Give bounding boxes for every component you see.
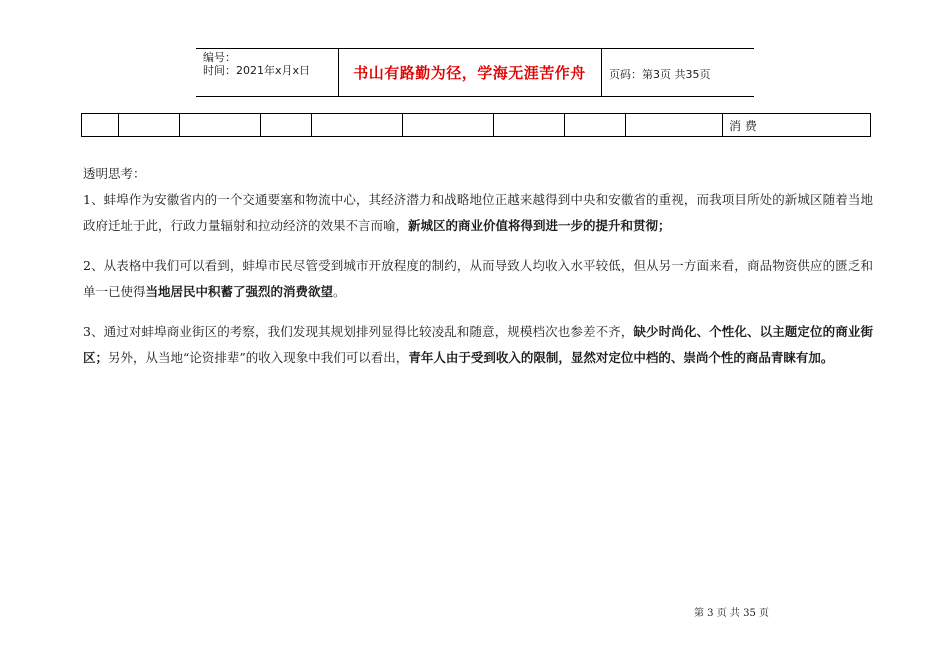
- emphasis-text: 新城区的商业价值将得到进一步的提升和贯彻；: [408, 218, 671, 233]
- table-cell: [494, 114, 565, 137]
- paragraph-3: [83, 319, 873, 371]
- paragraph-2: [83, 253, 873, 305]
- header-meta: [203, 51, 310, 77]
- emphasis-text: 缺少时尚化、个性化、以主题定位的商业街区；: [83, 324, 873, 365]
- section-heading: 透明思考：: [83, 166, 146, 181]
- paragraph-1: [83, 187, 873, 239]
- table-cell: [312, 114, 403, 137]
- header-motto: 书山有路勤为径，学海无涯苦作舟: [353, 64, 586, 82]
- paragraph-text: 1、蚌埠作为安徽省内的一个交通要塞和物流中心，其经济潜力和战略地位正越来越得到中央和安徽省的重视，而我项目所处的新城区随着当地政府迁址于此，行政力量辐射和拉动经济的效果不言而喻，: [83, 192, 873, 233]
- paragraph-text: 。: [333, 284, 346, 299]
- emphasis-text: 当地居民中积蓄了强烈的消费欲望: [145, 284, 334, 299]
- header-bottom-rule: [196, 96, 754, 97]
- emphasis-text: 青年人由于受到收入的限制，显然对定位中档的、崇尚个性的商品青睐有加。: [408, 350, 834, 365]
- header-divider: [601, 48, 602, 96]
- header-page-number: 页码：第3页 共35页: [609, 68, 711, 81]
- table-cell: [261, 114, 312, 137]
- table-cell: [626, 114, 723, 137]
- table-cell: [565, 114, 626, 137]
- header-top-rule: [196, 48, 754, 49]
- table-cell: [119, 114, 180, 137]
- table-cell: [82, 114, 119, 137]
- table-cell: 消 费: [723, 114, 871, 137]
- table-cell: [180, 114, 261, 137]
- footer-page-number: 第 3 页 共 35 页: [694, 608, 769, 619]
- document-time-label: 时间：2021年x月x日: [203, 64, 311, 77]
- paragraph-text: 2、从表格中我们可以看到，蚌埠市民尽管受到城市开放程度的制约，从而导致人均收入水平较低，但从另一方面来看，商品物资供应的匮乏和单一已使得: [83, 258, 873, 299]
- paragraph-text: 另外，从当地“论资排辈”的收入现象中我们可以看出，: [108, 350, 409, 365]
- document-number-label: 编号：: [203, 51, 236, 64]
- paragraph-text: 3、通过对蚌埠商业街区的考察，我们发现其规划排列显得比较凌乱和随意，规模档次也参差不齐，: [83, 324, 634, 339]
- data-table-fragment: [81, 113, 871, 137]
- table-row: [82, 114, 871, 137]
- table-cell: [403, 114, 494, 137]
- document-body: [83, 161, 873, 371]
